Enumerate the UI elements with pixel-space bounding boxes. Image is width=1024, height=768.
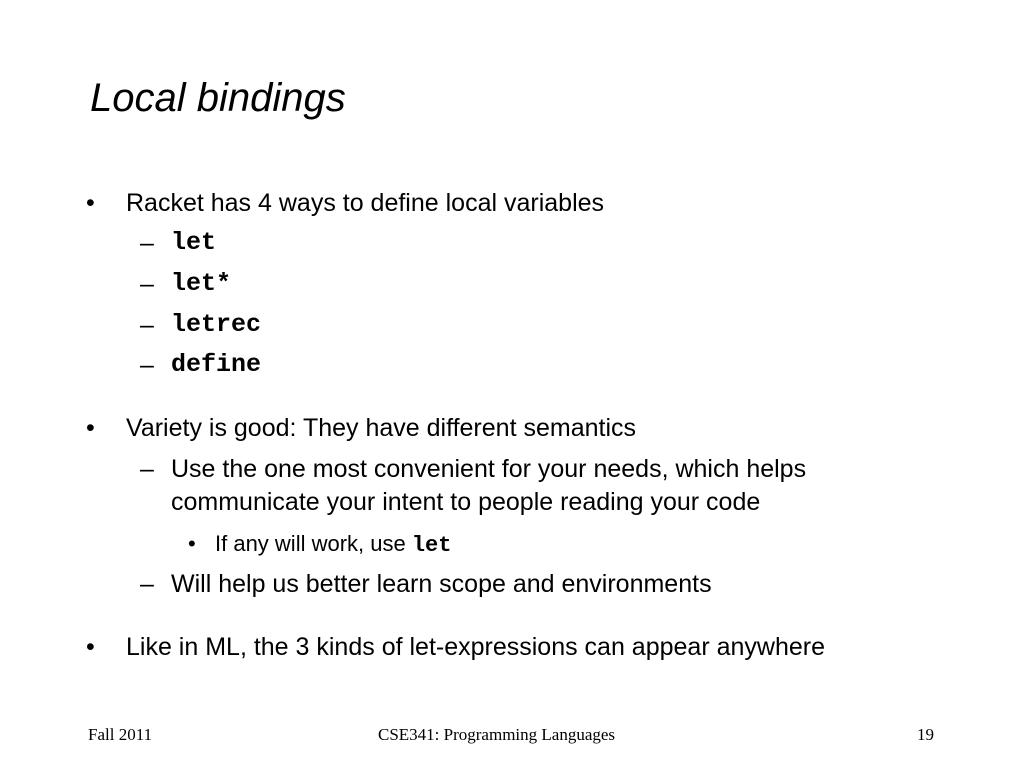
footer-left: Fall 2011: [88, 725, 153, 744]
code-keyword-define: define: [171, 350, 262, 379]
bullet-marker: •: [86, 414, 95, 442]
bullet-text: Variety is good: They have different semantics: [126, 414, 636, 442]
sub-bullet-marker: –: [140, 351, 154, 379]
page-number: 19: [917, 725, 934, 744]
sub-sub-bullet-text: [215, 530, 451, 560]
sub-bullet-text: Will help us better learn scope and environments: [171, 570, 712, 598]
footer-center: CSE341: Programming Languages: [378, 725, 616, 744]
sub-bullet-marker: –: [140, 270, 154, 298]
code-keyword-let-star: let*: [171, 269, 232, 298]
code-keyword-let: let: [171, 228, 217, 257]
sub-sub-bullet-label: If any will work, use: [215, 531, 412, 556]
bullet-marker: •: [86, 633, 95, 661]
sub-bullet-marker: –: [140, 229, 154, 257]
slide-title: Local bindings: [90, 76, 346, 120]
code-keyword-letrec: letrec: [171, 310, 262, 339]
code-keyword-let: let: [411, 533, 452, 558]
sub-sub-bullet-marker: •: [188, 531, 196, 556]
bullet-text: Racket has 4 ways to define local variables: [126, 189, 605, 217]
sub-bullet-text-line1: Use the one most convenient for your needs, which helps: [171, 455, 807, 483]
sub-bullet-marker: –: [140, 455, 154, 483]
sub-bullet-text-line2: communicate your intent to people reading your code: [171, 488, 761, 516]
bullet-text: Like in ML, the 3 kinds of let-expressions can appear anywhere: [126, 633, 825, 661]
sub-bullet-marker: –: [140, 311, 154, 339]
bullet-marker: •: [86, 189, 95, 217]
sub-bullet-marker: –: [140, 570, 154, 598]
